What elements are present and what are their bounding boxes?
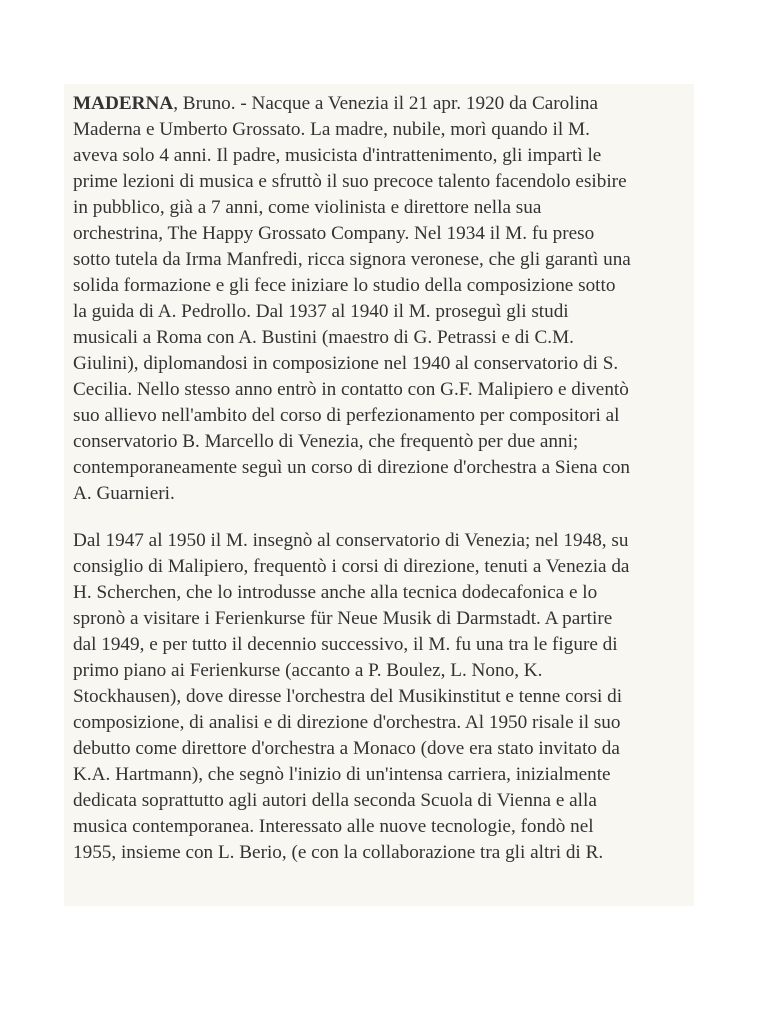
- text-line: aveva solo 4 anni. Il padre, musicista d'intrattenimento, gli impartì le: [73, 145, 602, 166]
- text-line: Cecilia. Nello stesso anno entrò in contatto con G.F. Malipiero e diventò: [73, 379, 629, 400]
- text-line: composizione, di analisi e di direzione d'orchestra. Al 1950 risale il suo: [73, 712, 621, 733]
- text-line: musicali a Roma con A. Bustini (maestro di G. Petrassi e di C.M.: [73, 327, 574, 348]
- text-line: primo piano ai Ferienkurse (accanto a P. Boulez, L. Nono, K.: [73, 660, 543, 681]
- text-line: Maderna e Umberto Grossato. La madre, nubile, morì quando il M.: [73, 119, 590, 140]
- text-line: dal 1949, e per tutto il decennio successivo, il M. fu una tra le figure di: [73, 634, 618, 655]
- biography-paragraph-2: [73, 528, 694, 866]
- text-line: K.A. Hartmann), che segnò l'inizio di un'intensa carriera, inizialmente: [73, 764, 611, 785]
- text-line: Dal 1947 al 1950 il M. insegnò al conservatorio di Venezia; nel 1948, su: [73, 530, 629, 551]
- text-line: orchestrina, The Happy Grossato Company. Nel 1934 il M. fu preso: [73, 223, 595, 244]
- text-line: H. Scherchen, che lo introdusse anche alla tecnica dodecafonica e lo: [73, 582, 598, 603]
- text-line: Giulini), diplomandosi in composizione nel 1940 al conservatorio di S.: [73, 353, 619, 374]
- document-text-panel: [64, 84, 694, 906]
- text-line: solida formazione e gli fece iniziare lo studio della composizione sotto: [73, 275, 616, 296]
- text-line: MADERNA, Bruno. - Nacque a Venezia il 21 apr. 1920 da Carolina: [73, 93, 599, 114]
- text-line: spronò a visitare i Ferienkurse für Neue Musik di Darmstadt. A partire: [73, 608, 613, 629]
- text-line: musica contemporanea. Interessato alle nuove tecnologie, fondò nel: [73, 816, 594, 837]
- text-line: suo allievo nell'ambito del corso di perfezionamento per compositori al: [73, 405, 620, 426]
- text-line: prime lezioni di musica e sfruttò il suo precoce talento facendolo esibire: [73, 171, 627, 192]
- text-line: Stockhausen), dove diresse l'orchestra del Musikinstitut e tenne corsi di: [73, 686, 623, 707]
- text-line: debutto come direttore d'orchestra a Monaco (dove era stato invitato da: [73, 738, 620, 759]
- text-line: consiglio di Malipiero, frequentò i corsi di direzione, tenuti a Venezia da: [73, 556, 630, 577]
- text-line: conservatorio B. Marcello di Venezia, che frequentò per due anni;: [73, 431, 579, 452]
- text-line: contemporaneamente seguì un corso di direzione d'orchestra a Siena con: [73, 457, 631, 478]
- text-line: 1955, insieme con L. Berio, (e con la collaborazione tra gli altri di R.: [73, 842, 604, 863]
- text-line: A. Guarnieri.: [73, 483, 175, 504]
- headword: MADERNA: [73, 93, 174, 114]
- text-line: dedicata soprattutto agli autori della seconda Scuola di Vienna e alla: [73, 790, 597, 811]
- text-line: in pubblico, già a 7 anni, come violinista e direttore nella sua: [73, 197, 542, 218]
- text-line: la guida di A. Pedrollo. Dal 1937 al 1940 il M. proseguì gli studi: [73, 301, 569, 322]
- text-line: sotto tutela da Irma Manfredi, ricca signora veronese, che gli garantì una: [73, 249, 631, 270]
- biography-paragraph-1: [73, 91, 694, 507]
